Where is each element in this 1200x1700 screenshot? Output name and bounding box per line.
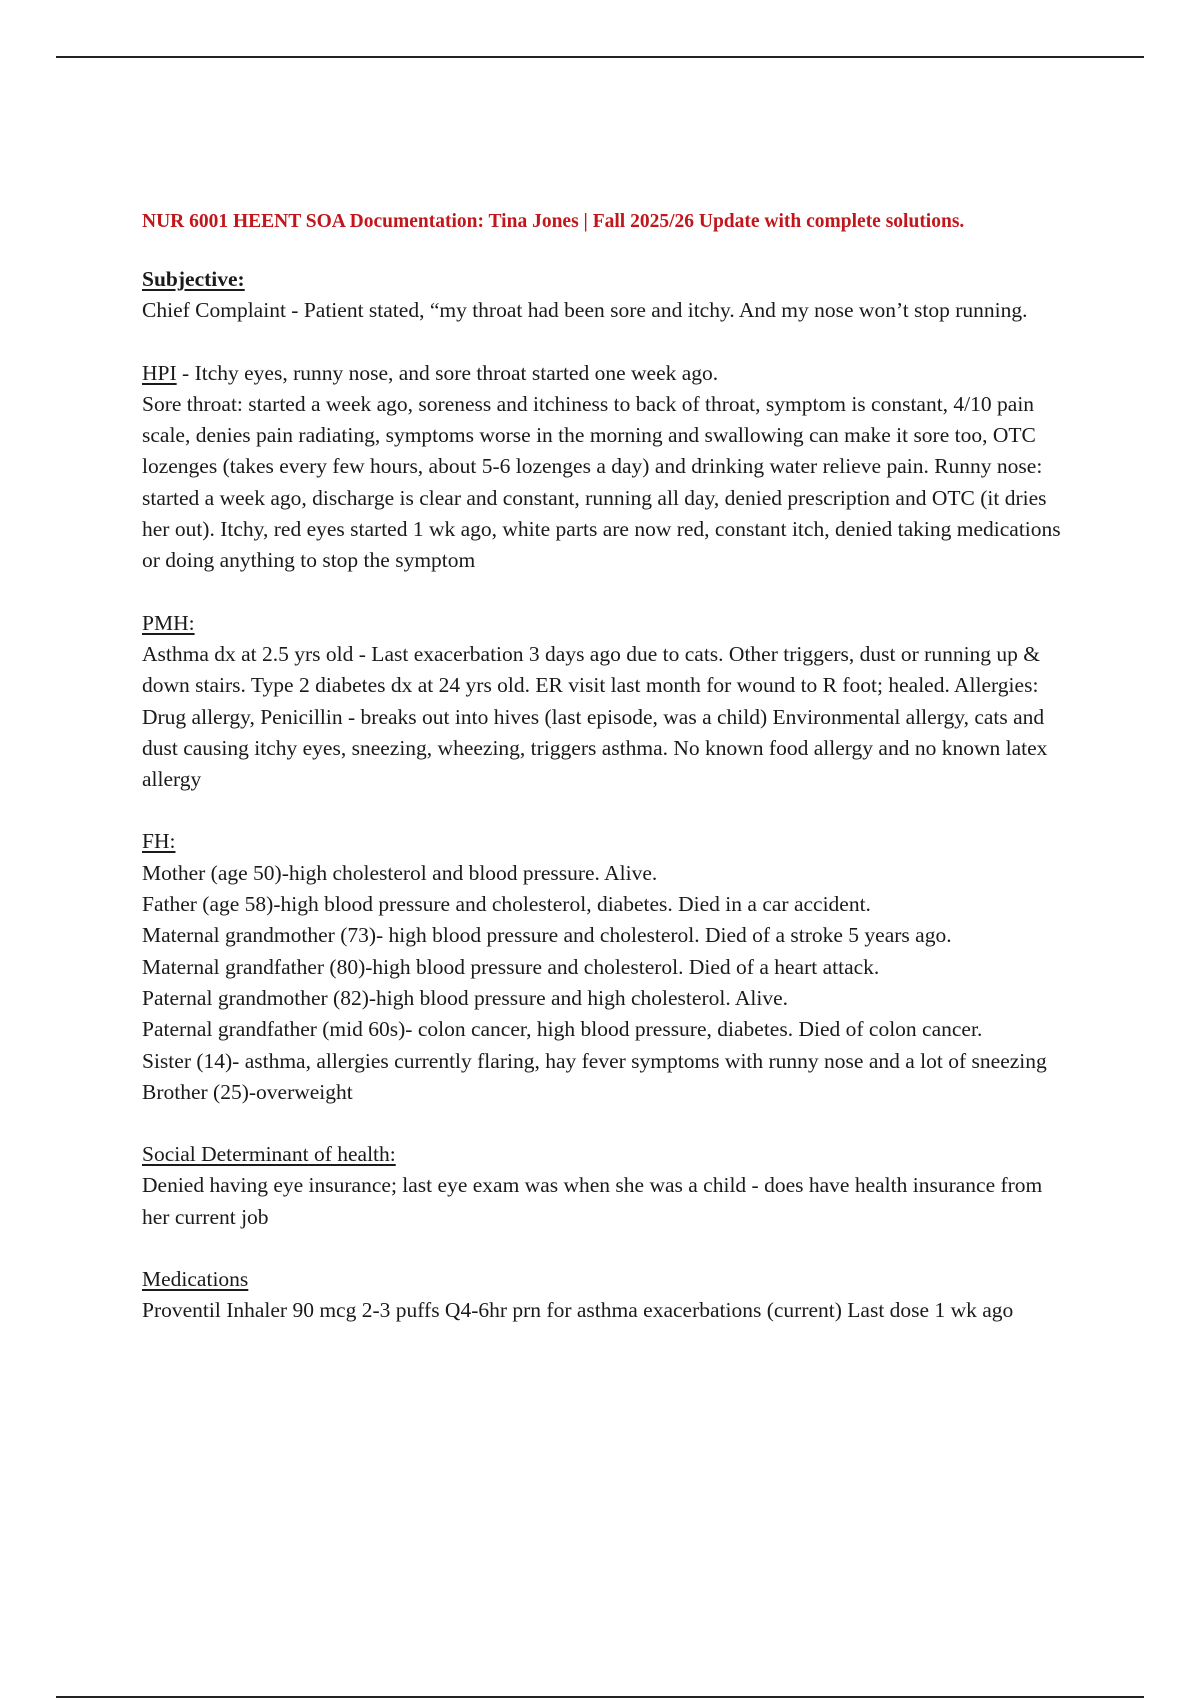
fh-item: Maternal grandfather (80)-high blood pressure and cholesterol. Died of a heart attack. <box>142 954 880 979</box>
hpi-lead: - Itchy eyes, runny nose, and sore throat started one week ago. <box>176 360 719 385</box>
fh-item: Paternal grandfather (mid 60s)- colon cancer, high blood pressure, diabetes. Died of colon cancer. <box>142 1017 983 1042</box>
pmh-body: Asthma dx at 2.5 yrs old - Last exacerbation 3 days ago due to cats. Other triggers, dust or running up & down stairs. Type 2 diabetes dx at 24 yrs old. ER visit last month for wound to R foot; healed. Allergies: Drug allergy, Penicillin - breaks out into hives (last episode, was a child) Environmental allergy, cats and dust causing itchy eyes, sneezing, wheezing, triggers asthma. No known food allergy and no known latex allergy <box>142 641 1048 792</box>
fh-section <box>142 826 1062 1108</box>
social-heading: Social Determinant of health: <box>142 1142 396 1167</box>
subjective-heading: Subjective: <box>142 267 245 291</box>
medications-heading: Medications <box>142 1267 249 1292</box>
fh-item: Paternal grandmother (82)-high blood pressure and high cholesterol. Alive. <box>142 985 789 1010</box>
document-title: NUR 6001 HEENT SOA Documentation: Tina Jones | Fall 2025/26 Update with complete solutions. <box>142 211 965 232</box>
hpi-section <box>142 358 1062 577</box>
top-rule <box>56 56 1144 58</box>
pmh-heading: PMH: <box>142 610 195 635</box>
fh-heading: FH: <box>142 829 176 854</box>
pmh-section <box>142 608 1062 796</box>
medications-section <box>142 1264 1062 1327</box>
fh-item: Brother (25)-overweight <box>142 1079 353 1104</box>
hpi-lead-line <box>142 358 1062 389</box>
fh-item: Father (age 58)-high blood pressure and cholesterol, diabetes. Died in a car accident. <box>142 892 871 917</box>
social-section <box>142 1139 1062 1233</box>
fh-item: Mother (age 50)-high cholesterol and blood pressure. Alive. <box>142 860 658 885</box>
subjective-section <box>142 264 1062 327</box>
bottom-rule <box>56 1696 1144 1698</box>
chief-complaint: Chief Complaint - Patient stated, “my throat had been sore and itchy. And my nose won’t stop running. <box>142 298 1028 323</box>
hpi-heading: HPI <box>142 360 177 385</box>
social-body: Denied having eye insurance; last eye exam was when she was a child - does have health insurance from her current job <box>142 1173 1043 1229</box>
fh-item: Maternal grandmother (73)- high blood pressure and cholesterol. Died of a stroke 5 years ago. <box>142 923 952 948</box>
medications-body: Proventil Inhaler 90 mcg 2-3 puffs Q4-6hr prn for asthma exacerbations (current) Last dose 1 wk ago <box>142 1298 1014 1323</box>
document-body <box>142 208 1062 1358</box>
fh-item: Sister (14)- asthma, allergies currently flaring, hay fever symptoms with runny nose and a lot of sneezing <box>142 1048 1047 1073</box>
hpi-body: Sore throat: started a week ago, soreness and itchiness to back of throat, symptom is constant, 4/10 pain scale, denies pain radiating, symptoms worse in the morning and swallowing can make it sore too, OTC lozenges (takes every few hours, about 5-6 lozenges a day) and drinking water relieve pain. Runny nose: started a week ago, discharge is clear and constant, running all day, denied prescription and OTC (it dries her out). Itchy, red eyes started 1 wk ago, white parts are now red, constant itch, denied taking medications or doing anything to stop the symptom <box>142 391 1061 573</box>
